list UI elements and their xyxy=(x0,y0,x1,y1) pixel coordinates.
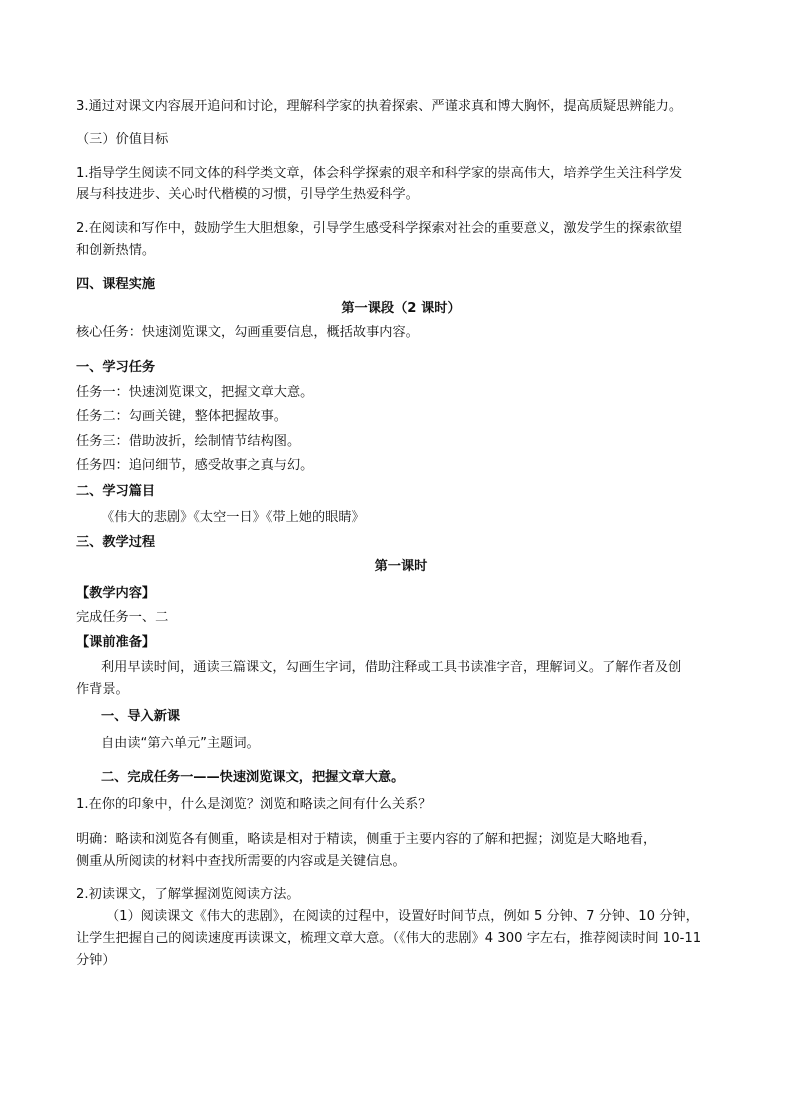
teaching-content-text: 完成任务一、二 xyxy=(76,610,169,625)
learning-tasks-heading: 一、学习任务 xyxy=(76,360,156,375)
learning-texts-heading: 二、学习篇目 xyxy=(76,484,156,499)
value-goal-2-line-1: 2.在阅读和写作中，鼓励学生大胆想象，引导学生感受科学探索对社会的重要意义，激发学生的探索欲望 xyxy=(76,221,683,236)
core-task-text: 核心任务：快速浏览课文，勾画重要信息，概括故事内容。 xyxy=(76,325,419,340)
clarify-line-1: 明确：略读和浏览各有侧重，略读是相对于精读，侧重于主要内容的了解和把握；浏览是大略地看， xyxy=(76,832,657,847)
question-1-text: 1.在你的印象中，什么是浏览？浏览和略读之间有什么关系？ xyxy=(76,797,432,812)
task-1-completion-heading: 二、完成任务一——快速浏览课文，把握文章大意。 xyxy=(101,770,405,785)
task-4-text: 任务四：追问细节，感受故事之真与幻。 xyxy=(76,458,314,473)
step-2-1-line-3: 分钟） xyxy=(76,953,116,968)
clarify-line-2: 侧重从所阅读的材料中查找所需要的内容或是关键信息。 xyxy=(76,854,406,869)
value-goal-2-line-2: 和创新热情。 xyxy=(76,243,156,258)
value-goal-1-line-1: 1.指导学生阅读不同文体的科学类文章，体会科学探索的艰辛和科学家的崇高伟大，培养学生关注科学发 xyxy=(76,166,683,181)
intro-text: 自由读“第六单元”主题词。 xyxy=(101,736,260,751)
step-2-1-line-2: 让学生把握自己的阅读速度再读课文，梳理文章大意。（《伟大的悲剧》4 300 字左右，推荐阅读时间 10-11 xyxy=(76,931,702,946)
section-value-goals-heading: （三）价值目标 xyxy=(76,132,169,147)
step-2-text: 2.初读课文，了解掌握浏览阅读方法。 xyxy=(76,887,300,902)
value-goal-1-line-2: 展与科技进步、关心时代楷模的习惯，引导学生热爱科学。 xyxy=(76,187,419,202)
pre-class-prep-label: 【课前准备】 xyxy=(76,635,156,650)
teaching-process-heading: 三、教学过程 xyxy=(76,535,156,550)
section-course-implementation-heading: 四、课程实施 xyxy=(76,277,156,292)
teaching-content-label: 【教学内容】 xyxy=(76,586,156,601)
task-3-text: 任务三：借助波折，绘制情节结构图。 xyxy=(76,434,301,449)
pre-class-prep-line-1: 利用早读时间，通读三篇课文，勾画生字词，借助注释或工具书读准字音，理解词义。了解作者及创 xyxy=(101,660,682,675)
task-2-text: 任务二：勾画关键，整体把握故事。 xyxy=(76,409,287,424)
lesson-1-title: 第一课时 xyxy=(374,559,428,574)
pre-class-prep-line-2: 作背景。 xyxy=(76,682,129,697)
task-1-text: 任务一：快速浏览课文，把握文章大意。 xyxy=(76,385,314,400)
step-2-1-line-1: （1）阅读课文《伟大的悲剧》，在阅读的过程中，设置好时间节点，例如 5 分钟、7 分钟、10 分钟， xyxy=(106,909,699,924)
learning-texts-list: 《伟大的悲剧》《太空一日》《带上她的眼睛》 xyxy=(101,510,365,525)
goal-3-text: 3.通过对课文内容展开追问和讨论，理解科学家的执着探索、严谨求真和博大胸怀，提高质疑思辨能力。 xyxy=(76,99,683,114)
segment-1-title: 第一课段（2 课时） xyxy=(341,301,461,316)
intro-heading: 一、导入新课 xyxy=(101,709,181,724)
